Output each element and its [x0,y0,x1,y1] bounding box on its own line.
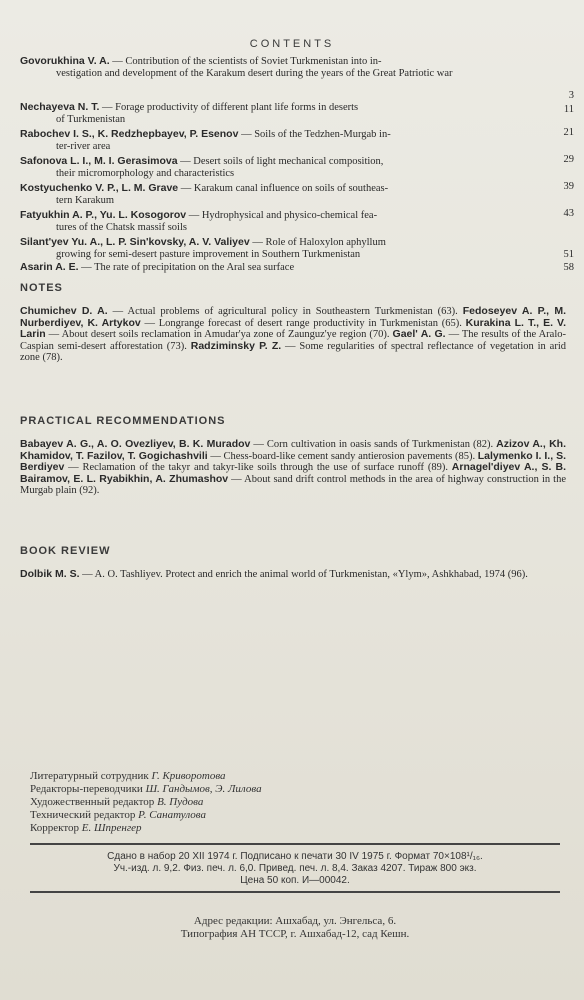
recommendation-text: — Reclamation of the takyr and takyr-like soils through the use of surface runoff (89). [64,462,452,474]
credit-line [30,796,550,809]
toc-entry [20,156,580,180]
toc-title-cont: tern Karakum [56,194,115,206]
toc-title: — Desert soils of light mechanical composition, [177,156,384,167]
toc-title-cont: their micromorphology and characteristics [56,167,235,179]
credit-role: Литературный сотрудник [30,770,152,782]
contents-heading: CONTENTS [249,38,335,50]
practical-paragraph [20,439,566,497]
imprint-line: Цена 50 коп. И—00042. [30,875,560,893]
toc-title-cont: of Turkmenistan [56,113,126,125]
toc-page-number: 43 [563,208,574,219]
toc-author: Rabochev I. S., K. Redzhepbayev, P. Esenov [20,128,239,140]
credit-name: В. Пудова [157,796,204,808]
note-author: Kurakina L. T., E. V. Larin [20,316,567,341]
credit-role: Редакторы-переводчики [30,783,146,795]
review-author: Dolbik M. S. [20,568,80,580]
notes-title: NOTES [20,282,63,294]
review-paragraph [20,569,566,581]
note-author: Gael' A. G. [392,328,446,341]
toc-author: Nechayeva N. T. [20,101,100,113]
notes-paragraph [20,306,566,364]
toc-page-number: 29 [563,154,574,165]
recommendation-text: — About sand drift control methods in the area of highway construction in the Murgab plain (92). [20,473,566,497]
toc-author: Fatyukhin A. P., Yu. L. Kosogorov [20,209,187,221]
toc-page-number: 21 [563,127,574,138]
toc-page-number: 39 [563,181,574,192]
note-text: — The results of the Aralo-Caspian semi-desert afforestation (73). [20,329,567,352]
note-text: — About desert soils reclamation in Amudar'ya zone of Zaunguz'ye region (70). [45,329,393,341]
toc-author: Govorukhina V. A. [20,55,110,67]
toc-title: — Role of Haloxylon aphyllum [249,237,386,248]
review-text: — A. O. Tashliyev. Protect and enrich the animal world of Turkmenistan, «Ylym», Ashkhabad, 1974 (96). [79,569,528,580]
editorial-address [30,915,560,941]
toc-title: — The rate of precipitation on the Aral sea surface [78,262,295,273]
note-text: — Some regularities of spectral reflectance of vegetation in arid zone (78). [20,340,566,364]
note-author: Fedoseyev A. P., M. Nurberdiyev, K. Artykov [20,305,567,329]
toc-entry [20,262,580,274]
toc-author: Kostyuchenko V. P., L. M. Grave [20,182,179,194]
imprint-line: Уч.-изд. л. 9,2. Физ. печ. л. 6,0. Привед. печ. л. 8,4. Заказ 4207. Тираж 800 экз. [113,863,477,874]
toc-author: Safonova L. I., M. I. Gerasimova [20,155,178,167]
note-author: Chumichev D. A. [20,305,108,317]
credit-name: Ш. Гандымов, Э. Лилова [145,783,262,795]
toc-page-number: 11 [563,104,574,115]
address-line: Адрес редакции: Ашхабад, ул. Энгельса, 6. [193,915,397,927]
note-text: — Longrange forecast of desert range productivity in Turkmenistan (65). [140,317,466,329]
toc-page-number: 3 [568,90,574,101]
notes-section [20,282,566,364]
credit-line [30,783,550,796]
editorial-credits [30,770,550,835]
toc-entry [20,183,580,207]
address-line: Типография АН ТССР, г. Ашхабад-12, сад Кешн. [180,928,410,940]
recommendation-author: Lalymenko I. I., S. Berdiyev [20,449,566,474]
credit-name: Е. Шпренгер [81,822,142,834]
toc-entry [20,55,580,101]
toc-title-cont: vestigation and development of the Karakum desert during the years of the Great Patriotic war [56,67,453,79]
note-author: Radziminsky P. Z. [190,339,282,352]
credit-name: Р. Санатулова [138,809,206,821]
toc-entry [20,237,580,261]
imprint-line: Сдано в набор 20 XII 1974 г. Подписано к печати 30 IV 1975 г. Формат 70×108¹/₁₆. [107,851,483,862]
toc-title: — Forage productivity of different plant life forms in deserts [99,102,359,113]
toc-entry [20,210,580,234]
credit-line [30,770,550,783]
toc-author: Silant'yev Yu. A., L. P. Sin'kovsky, A. V. Valiyev [20,236,250,248]
toc-title: — Soils of the Tedzhen-Murgab in- [238,129,391,140]
contents-list [20,56,580,274]
toc-title-cont: tures of the Chatsk massif soils [56,221,187,233]
practical-section [20,415,566,497]
toc-page-number: 58 [563,262,574,273]
toc-title: — Hydrophysical and physico-chemical fea- [186,210,378,221]
credit-role: Технический редактор [30,809,139,821]
toc-title: — Contribution of the scientists of Soviet Turkmenistan into in- [109,56,382,67]
toc-title-cont: growing for semi-desert pasture improvement in Southern Turkmenistan [56,248,361,260]
recommendation-author: Azizov A., Kh. Khamidov, T. Fazilov, T. Gogichashvili [20,438,566,462]
print-imprint [30,843,560,893]
credit-role: Художественный редактор [30,796,158,808]
toc-entry [20,102,580,126]
recommendation-text: — Chess-board-like cement sandy antierosion pavements (85). [207,450,478,462]
recommendation-author: Babayev A. G., A. O. Ovezliyev, B. K. Muradov [20,438,251,450]
practical-title: PRACTICAL RECOMMENDATIONS [20,415,226,427]
toc-page-number: 51 [563,249,574,260]
recommendation-text: — Corn cultivation in oasis sands of Turkmenistan (82). [250,439,497,450]
note-text: — Actual problems of agricultural policy in Southeastern Turkmenistan (63). [107,306,463,317]
credit-name: Г. Криворотова [151,770,226,782]
toc-author: Asarin A. E. [20,261,79,273]
credit-line [30,809,550,822]
recommendation-author: Arnagel'diyev A., S. B. Bairamov, E. L. Ryabikhin, A. Zhumashov [20,461,566,485]
toc-title-cont: ter-river area [56,140,111,152]
review-section [20,545,566,581]
toc-title: — Karakum canal influence on soils of southeas- [178,183,389,194]
credit-role: Корректор [30,822,82,834]
toc-entry [20,129,580,153]
review-title: BOOK REVIEW [20,545,111,557]
credit-line [30,822,550,835]
